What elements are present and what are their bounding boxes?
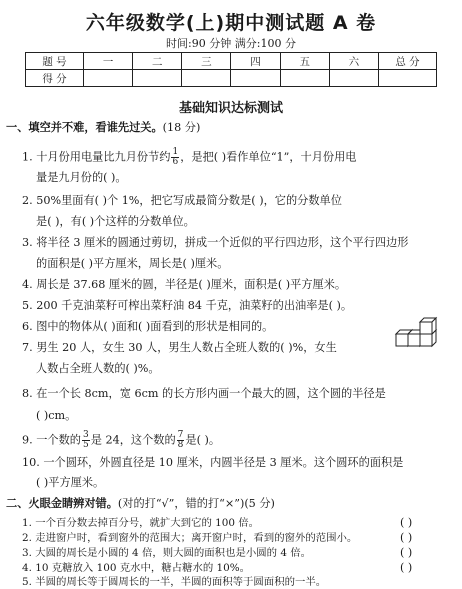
- judge-item-5: 5. 半圆的周长等于圆周长的一半，半圆的面积等于圆面积的一半。: [22, 576, 327, 588]
- judge-item-2: 2. 走进窗户时，看到窗外的范围大；离开窗户时，看到的窗外的范围小。: [22, 532, 358, 544]
- section-title: 基础知识达标测试: [178, 101, 283, 116]
- score-input-cell[interactable]: [84, 70, 133, 87]
- score-cell: 题 号: [26, 53, 84, 70]
- question-5[interactable]: 5. 200 千克油菜籽可榨出菜籽油 84 千克，油菜籽的出油率是( )。: [22, 299, 353, 312]
- score-cell: 三: [182, 53, 231, 70]
- judge-answer-3[interactable]: ( ): [400, 546, 413, 559]
- question-1-line-1: [22, 148, 357, 167]
- exam-time-score-info: 时间:90 分钟 满分:100 分: [166, 37, 296, 50]
- question-8-line-1: 8. 在一个长 8cm，宽 6cm 的长方形内画一个最大的圆，这个圆的半径是: [22, 387, 386, 400]
- part2-instruction: (对的打“√”，错的打“×”)(5 分): [117, 497, 275, 510]
- question-7-line-2[interactable]: 人数占全班人数的( )%。: [36, 362, 160, 375]
- fraction-numerator: 1: [172, 147, 179, 157]
- score-input-cell[interactable]: [280, 70, 329, 87]
- score-table-score-row: [26, 70, 437, 87]
- question-9: [22, 431, 220, 450]
- score-cell: 六: [329, 53, 378, 70]
- question-2-line-1[interactable]: 2. 50%里面有( )个 1%，把它写成最简分数是( )，它的分数单位: [22, 194, 342, 207]
- question-10-line-1: 10. 一个圆环，外圆直径是 10 厘米，内圆半径是 3 厘米。这个圆环的面积是: [22, 456, 404, 469]
- question-1-line-2[interactable]: 量是九月份的( )。: [36, 171, 127, 184]
- part2-heading-text: 二、火眼金睛辨对错。: [6, 497, 118, 510]
- part2-heading: [6, 497, 275, 511]
- q1-text-a: 1. 十月份用电量比九月份节约: [22, 150, 171, 164]
- judge-answer-1[interactable]: ( ): [400, 516, 413, 529]
- fraction-numerator: 7: [177, 430, 184, 440]
- score-cell: 得 分: [26, 70, 84, 87]
- question-2-line-2[interactable]: 是( )，有( )个这样的分数单位。: [36, 215, 195, 228]
- q9-fraction-1: [82, 431, 90, 450]
- judge-item-4: 4. 10 克糖放入 100 克水中，糖占糖水的 10%。: [22, 562, 251, 574]
- judge-item-3: 3. 大圆的周长是小圆的 4 倍，则大圆的面积也是小圆的 4 倍。: [22, 547, 312, 559]
- exam-title: 六年级数学(上)期中测试题 A 卷: [85, 12, 377, 34]
- part1-heading-text: 一、填空并不难，看谁先过关。: [6, 121, 163, 134]
- score-input-cell[interactable]: [329, 70, 378, 87]
- question-3-line-2[interactable]: 的面积是( )平方厘米，周长是( )厘米。: [36, 257, 229, 270]
- judge-answer-4[interactable]: ( ): [400, 561, 413, 574]
- question-4[interactable]: 4. 周长是 37.68 厘米的圆，半径是( )厘米，面积是( )平方厘米。: [22, 278, 347, 291]
- question-8-line-2[interactable]: ( )cm。: [36, 409, 77, 422]
- fraction-denominator: 8: [177, 440, 184, 450]
- score-input-cell[interactable]: [231, 70, 280, 87]
- question-7-line-1[interactable]: 7. 男生 20 人，女生 30 人，男生人数占全班人数的( )%，女生: [22, 341, 337, 354]
- fraction-denominator: 5: [82, 440, 89, 450]
- q9-text-c[interactable]: 是( )。: [185, 433, 221, 447]
- q9-text-b: 是 24，这个数的: [90, 433, 176, 447]
- question-10-line-2[interactable]: ( )平方厘米。: [36, 476, 105, 489]
- score-cell: 一: [84, 53, 133, 70]
- score-cell: 四: [231, 53, 280, 70]
- judge-item-1: 1. 一个百分数去掉百分号，就扩大到它的 100 倍。: [22, 517, 260, 529]
- q1-fraction: [171, 148, 179, 167]
- score-cell: 总 分: [379, 53, 437, 70]
- q9-fraction-2: [177, 431, 185, 450]
- score-table: [25, 52, 437, 87]
- score-table-header-row: [26, 53, 437, 70]
- judge-answer-2[interactable]: ( ): [400, 531, 413, 544]
- question-6[interactable]: 6. 图中的物体从( )面和( )面看到的形状是相同的。: [22, 320, 274, 333]
- score-input-cell[interactable]: [182, 70, 231, 87]
- q9-text-a: 9. 一个数的: [22, 433, 81, 447]
- question-3-line-1: 3. 将半径 3 厘米的圆通过剪切，拼成一个近似的平行四边形，这个平行四边形: [22, 236, 409, 249]
- part1-points: (18 分): [162, 121, 201, 134]
- fraction-numerator: 3: [82, 430, 89, 440]
- q1-text-b[interactable]: ，是把( )看作单位“1”，十月份用电: [180, 150, 357, 164]
- fraction-denominator: 6: [172, 157, 179, 167]
- part1-heading: [6, 121, 200, 135]
- score-cell: 五: [280, 53, 329, 70]
- stacked-cubes-figure: [392, 308, 444, 348]
- score-cell: 二: [133, 53, 182, 70]
- score-input-cell[interactable]: [379, 70, 437, 87]
- score-input-cell[interactable]: [133, 70, 182, 87]
